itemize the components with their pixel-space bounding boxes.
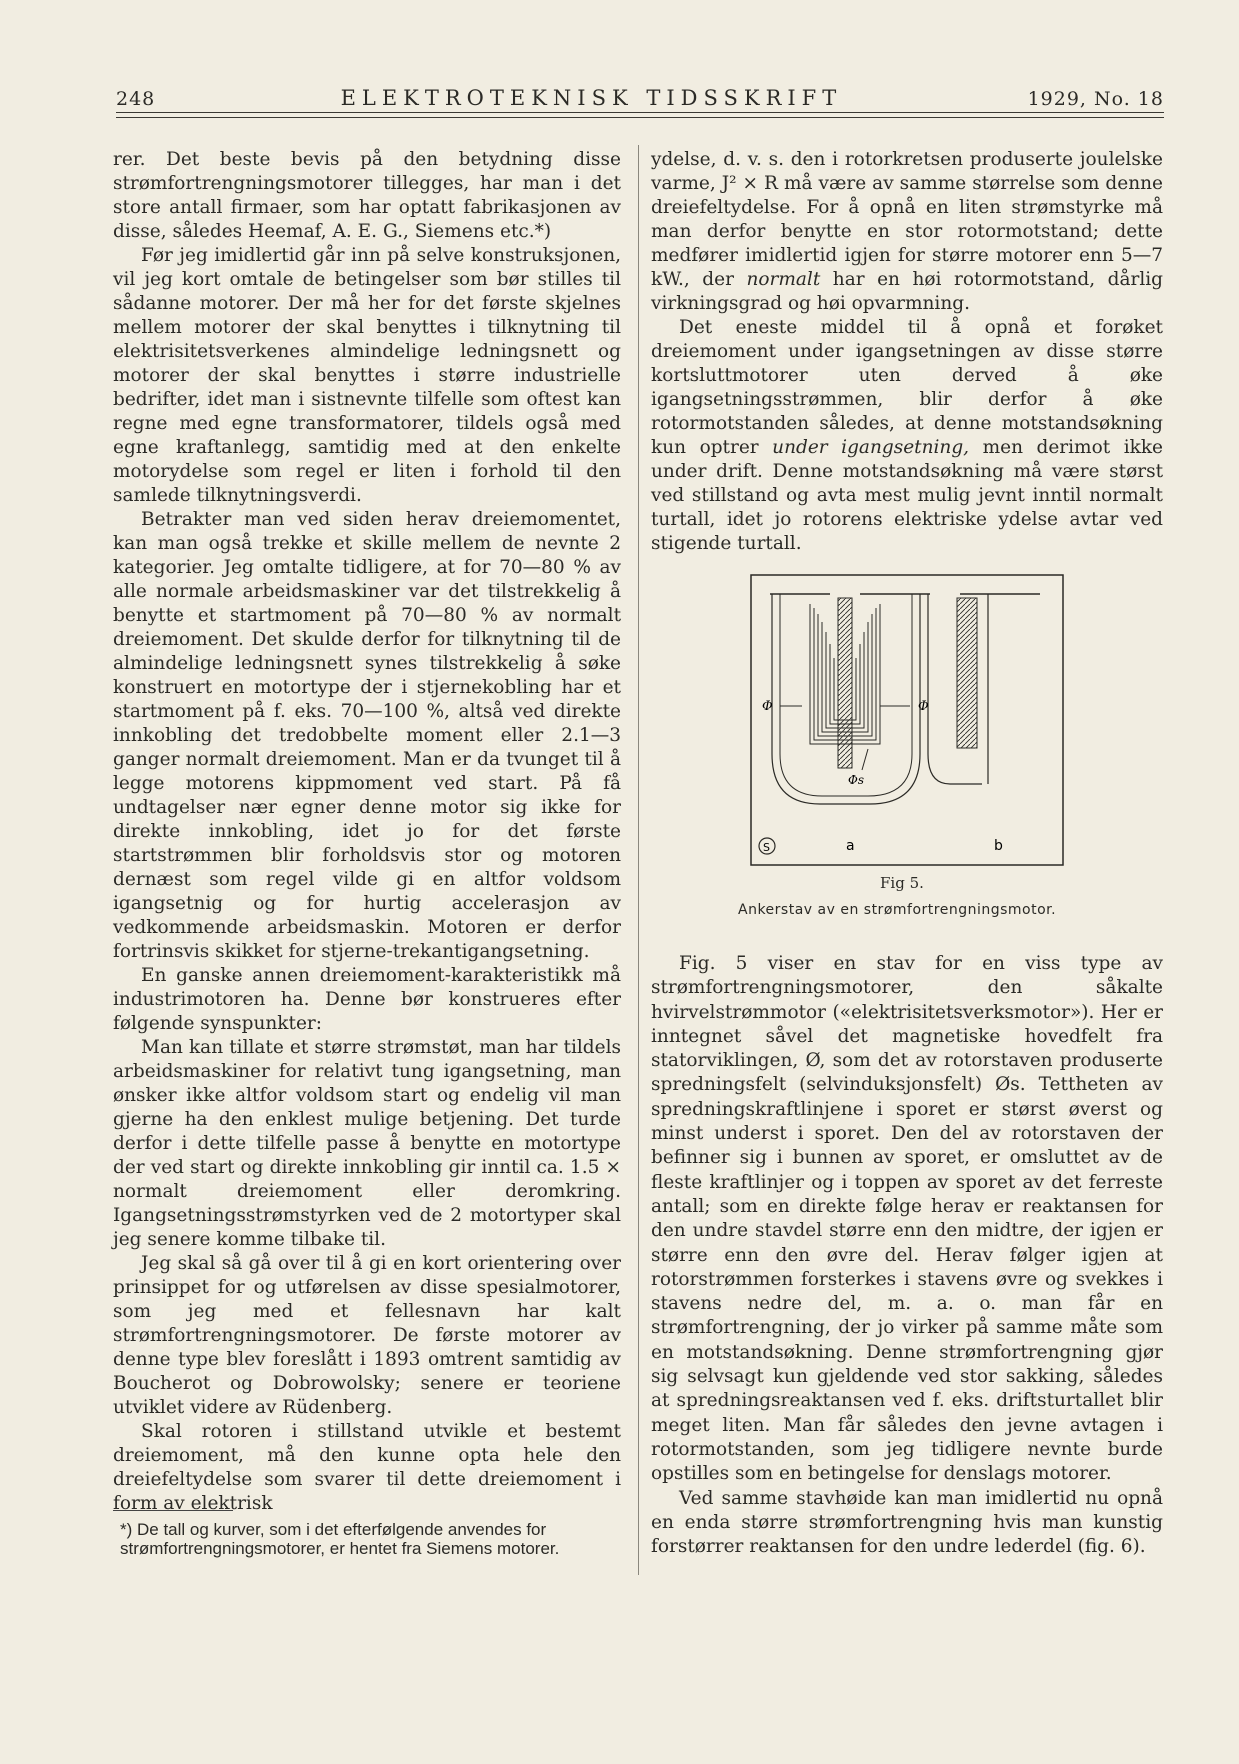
column-divider [638, 145, 639, 1575]
page-number: 248 [116, 88, 156, 110]
footnote: *) De tall og kurver, som i det efterfølgende anvendes for strømfortrengningsmotorer, er hentet fra Siemens motorer. [120, 1520, 560, 1558]
footnote-rule [113, 1510, 233, 1511]
paragraph: Før jeg imidlertid går inn på selve konstruksjonen, vil jeg kort omtale de betingelser som bør stilles til sådanne motorer. Der må her for det første skjelnes mellem motorer der skal benyttes i tilknytning til elektrisitetsverkenes almindelige ledningsnett og motorer der skal benyttes i større industrielle bedrifter, idet man i sistnevnte tilfelle som oftest kan regne med egne transformatorer, tildels også med egne kraftanlegg, samtidig med at den enkelte motorydelse som regel er liten i forhold til den samlede tilknytningsverdi. [113, 245, 621, 506]
phi-left-label: Φ [762, 699, 773, 714]
paragraph: Skal rotoren i stillstand utvikle et bestemt dreiemoment, må den kunne opta hele den dreiefeltydelse som svarer til dette dreiemoment i form av elektrisk [113, 1421, 621, 1514]
figure-5 [750, 574, 1064, 866]
rotor-bar-a [838, 598, 852, 768]
paragraph: Betrakter man ved siden herav dreiemomentet, kan man også trekke et skille mellem de nevnte 2 kategorier. Jeg omtalte tidligere, at for 70—80 % av alle normale arbeidsmaskiner var det tilstrekkelig å benytte et startmoment på 70—80 % av normalt dreiemoment. Det skulde derfor for tilknytning til de almindelige ledningsnett synes tilstrekkelig å søke konstruert en motortype der i stjernekobling har et startmoment på f. eks. 70—100 %, altså ved direkte innkobling det tredobbelte moment eller 2.1—3 ganger normalt dreiemoment. Man er da tvunget til å legge motorens kippmoment ved start. På få undtagelser nær egner denne motor sig ikke for direkte innkobling, idet jo for det første startstrømmen blir forholdsvis stor og motoren dernæst som regel vilde gi en altfor voldsom igangsetnig og for hurtig accelerasjon av vedkommende arbeidsmaskin. Motoren er derfor fortrinsvis skikket for stjerne-trekantigangsetning. [113, 509, 621, 962]
rotor-bar-diagram [750, 574, 1064, 866]
header-rule-bottom [116, 117, 1164, 118]
label-a: a [846, 838, 855, 854]
figure-caption-number: Fig 5. [880, 874, 924, 892]
figure-caption-text: Ankerstav av en strømfortrengningsmotor. [738, 902, 1057, 918]
stamp-label: S [763, 841, 770, 854]
paragraph: rer. Det beste bevis på den betydning disse strømfortrengningsmotorer tillegges, har man i det store antall firmaer, som har optatt fabrikasjonen av disse, således Heemaf, A. E. G., Siemens etc.*) [113, 149, 621, 242]
rotor-bar-b [957, 598, 977, 748]
left-column [113, 148, 621, 1516]
page-header [116, 86, 1164, 110]
paragraph: Jeg skal så gå over til å gi en kort orientering over prinsippet for og utførelsen av disse spesialmotorer, som jeg med et fellesnavn har kalt strømfortrengningsmotorer. De første motorer av denne type blev foreslått i 1893 omtrent samtidig av Boucherot og Dobrowolsky; senere er teoriene utviklet videre av Rüdenberg. [113, 1253, 621, 1418]
right-column-bottom [651, 952, 1163, 1559]
header-rule-top [116, 112, 1164, 113]
paragraph: Man kan tillate et større strømstøt, man har tildels arbeidsmaskiner for relativt tung igangsetning, man ønsker ikke altfor voldsom start og endelig vil man gjerne ha den enklest mulige betjening. Det turde derfor i dette tilfelle passe å benytte en motortype der ved start og direkte innkobling gir inntil ca. 1.5 × normalt dreiemoment eller deromkring. Igangsetningsstrømstyrken ved de 2 motortyper skal jeg senere komme tilbake til. [113, 1037, 621, 1250]
phi-s-label: Φs [848, 773, 864, 787]
emphasis: under igangsetning, [772, 437, 970, 458]
paragraph: ydelse, d. v. s. den i rotorkretsen produserte joulelske varme, J² × R må være av samme størrelse som denne dreiefeltydelse. For å opnå en liten strømstyrke må man derfor benytte en stor rotormotstand; dette medfører imidlertid igjen for større motorer enn 5—7 kW., der normalt har en høi rotormotstand, dårlig virkningsgrad og høi opvarmning. [651, 149, 1163, 314]
issue-number: 1929, No. 18 [1027, 88, 1164, 110]
phi-right-label: Φ [918, 699, 929, 714]
paragraph: Det eneste middel til å opnå et forøket dreiemoment under igangsetningen av disse større kortsluttmotorer uten derved å øke igangsetningsstrømmen, blir derfor å øke rotormotstanden således, at denne motstandsøkning kun optrer under igangsetning, men derimot ikke under drift. Denne motstandsøkning må være størst ved stillstand og avta mest mulig jevnt inntil normalt turtall, idet jo rotorens elektriske ydelse avtar ved stigende turtall. [651, 317, 1163, 554]
paragraph: Fig. 5 viser en stav for en viss type av strømfortrengningsmotorer, den såkalte hvirvelstrømmotor («elektrisitetsverksmotor»). Her er inntegnet såvel det magnetiske hovedfelt fra statorviklingen, Ø, som det av rotorstaven produserte spredningsfelt (selvinduksjonsfelt) Øs. Tettheten av spredningskraftlinjene i sporet er størst øverst og minst underst i sporet. Den del av rotorstaven der befinner sig i bunnen av sporet, er omsluttet av de fleste kraftlinjer og i toppen av sporet av det ferreste antall; som en direkte følge herav er reaktansen for den undre stavdel større enn den midtre, der igjen er større enn den øvre del. Herav følger igjen at rotorstrømmen forsterkes i stavens øvre og svekkes i stavens nedre del, m. a. o. man får en strømfortrengning, der jo virker på samme måte som en motstandsøkning. Denne strømfortrengning gjør sig selvsagt kun gjeldende ved stor sakking, således at spredningsreaktansen ved f. eks. driftsturtallet blir meget liten. Man får således den jevne avtagen i rotormotstanden, som jeg tidligere nevnte burde opstilles som en betingelse for denslags motorer. [651, 953, 1163, 1485]
journal-title: ELEKTROTEKNISK TIDSSKRIFT [340, 86, 843, 110]
right-column-top [651, 148, 1163, 556]
label-b: b [994, 838, 1003, 854]
paragraph: Ved samme stavhøide kan man imidlertid nu opnå en enda større strømfortrengning hvis man kunstig forstørrer reaktansen for den undre lederdel (fig. 6). [651, 1487, 1163, 1558]
paragraph: En ganske annen dreiemoment-karakteristikk må industrimotoren ha. Denne bør konstrueres efter følgende synspunkter: [113, 965, 621, 1034]
emphasis: normalt [746, 269, 821, 290]
figure-frame [751, 575, 1063, 865]
